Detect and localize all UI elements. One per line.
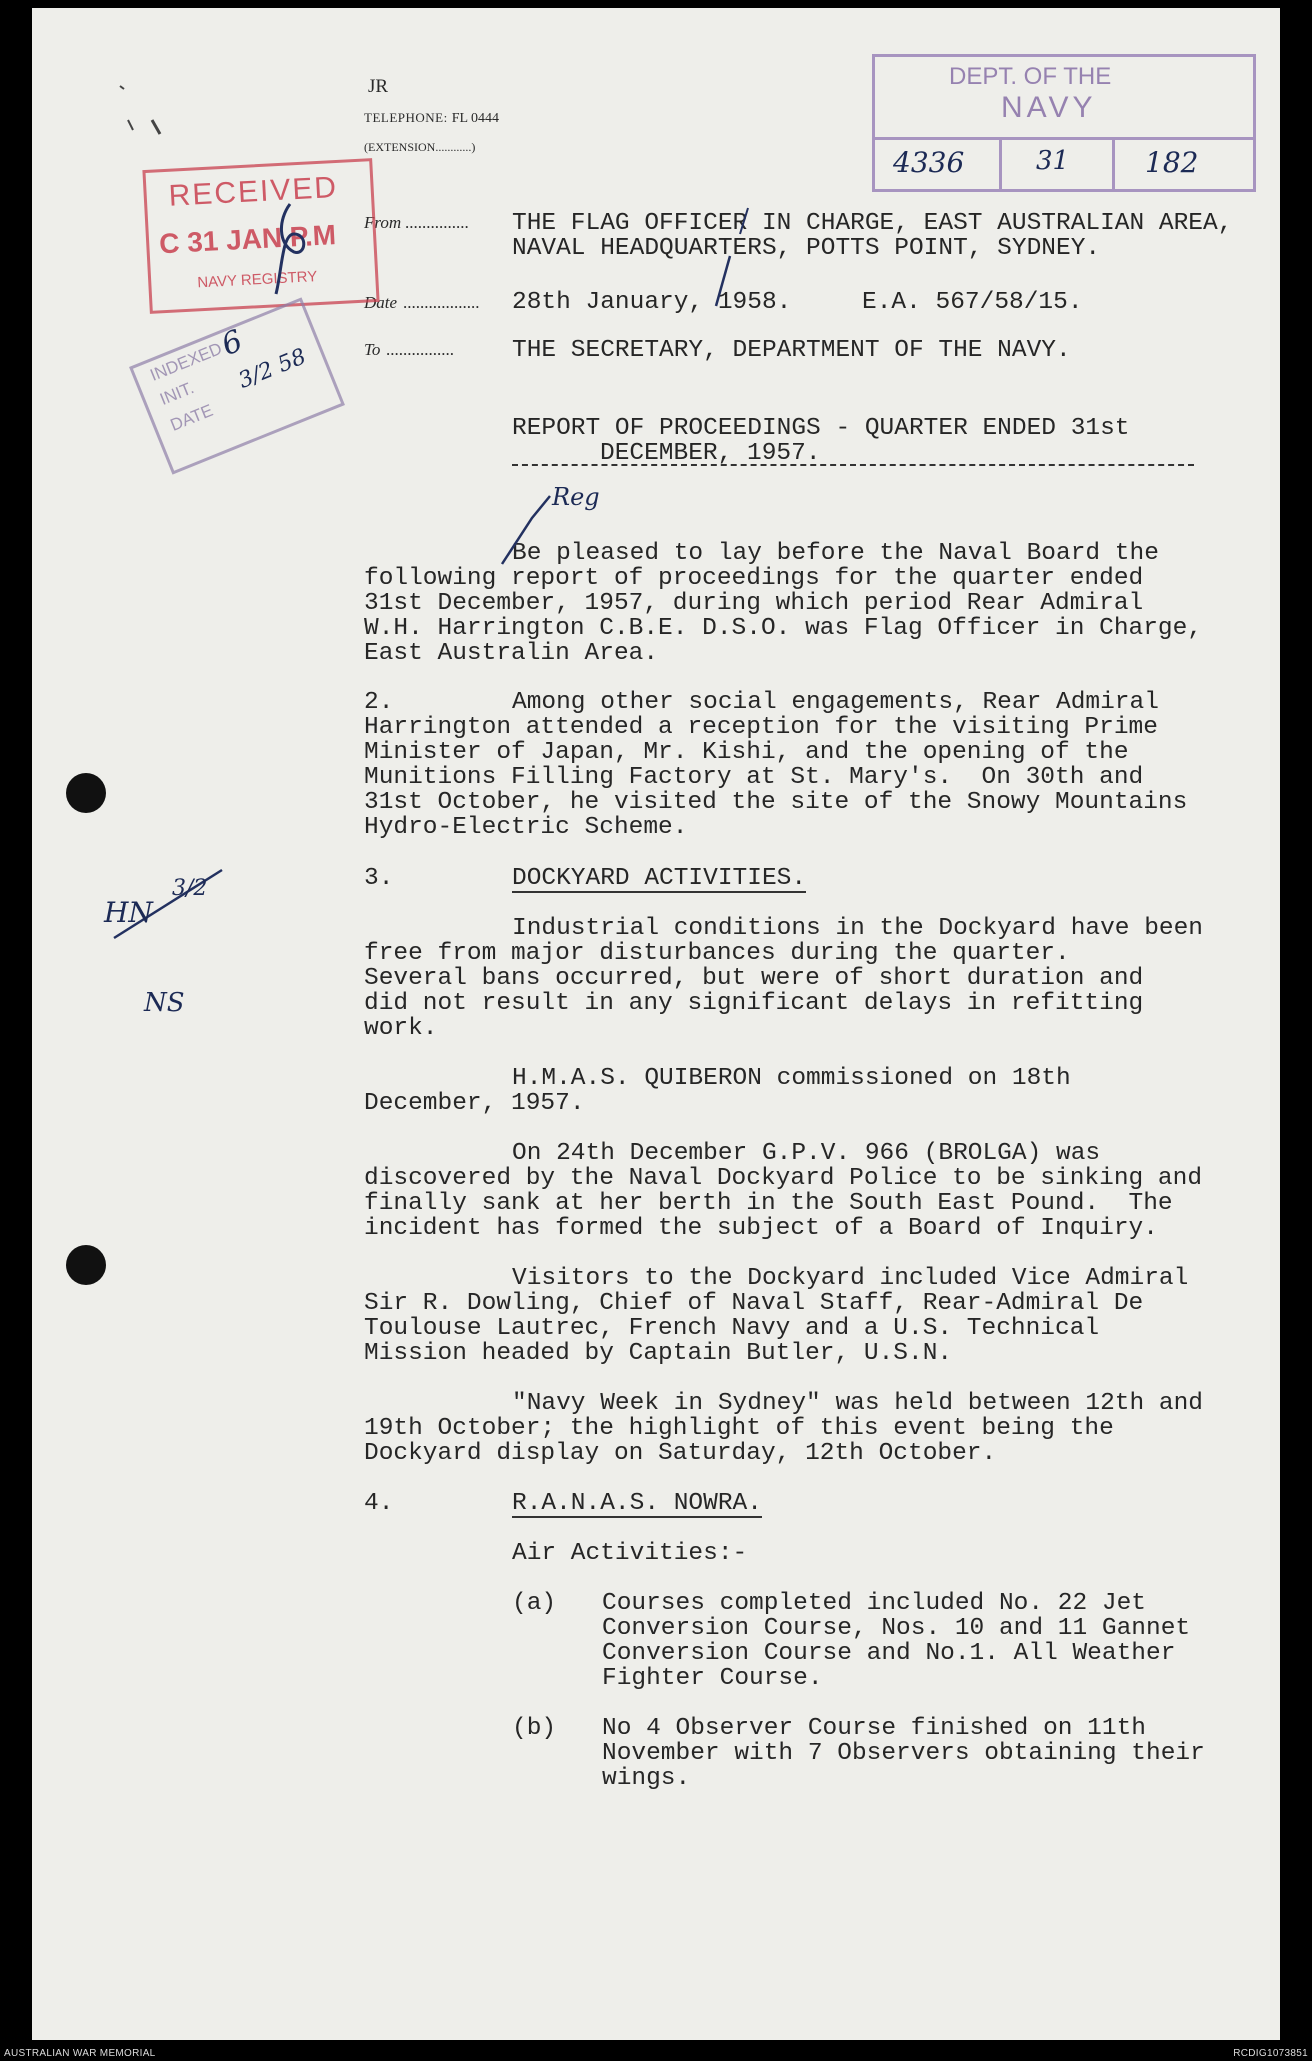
p1-line: W.H. Harrington C.B.E. D.S.O. was Flag Officer in Charge, — [364, 615, 1203, 642]
s3p5-line: 19th October; the highlight of this event being the — [364, 1415, 1114, 1442]
indexed-hand-initials: 6 — [216, 323, 248, 363]
p2-line: Munitions Filling Factory at St. Mary's. On 30th and — [364, 764, 1144, 791]
document-page — [32, 8, 1280, 2040]
s3p3-line: On 24th December G.P.V. 966 (BROLGA) was — [512, 1140, 1101, 1167]
item-b-line: November with 7 Observers obtaining their — [602, 1740, 1205, 1767]
s3p3-line: incident has formed the subject of a Board of Inquiry. — [364, 1215, 1158, 1242]
p1-line: East Australin Area. — [364, 640, 659, 667]
item-b-label: (b) — [512, 1715, 557, 1742]
s3p4-line: Mission headed by Captain Butler, U.S.N. — [364, 1340, 953, 1367]
telephone-line — [364, 109, 499, 127]
dept-navy-cell — [1115, 140, 1253, 189]
s3p3-line: finally sank at her berth in the South East Pound. The — [364, 1190, 1173, 1217]
to-label: To — [364, 340, 381, 359]
p1-line: following report of proceedings for the quarter ended — [364, 565, 1144, 592]
section-4-heading: R.A.N.A.S. NOWRA. — [512, 1490, 762, 1517]
p2-line: Among other social engagements, Rear Admiral — [512, 689, 1159, 716]
indexed-line-3: DATE — [167, 400, 216, 435]
extension-line: (EXTENSION............) — [364, 140, 476, 154]
p2-line: Hydro-Electric Scheme. — [364, 814, 688, 841]
punch-hole-top — [66, 773, 106, 813]
indexed-line-2: INIT. — [157, 378, 197, 409]
p2-line: Harrington attended a reception for the visiting Prime — [364, 714, 1158, 741]
punch-hole-bottom — [66, 1245, 106, 1285]
telephone-number: FL 0444 — [451, 111, 500, 126]
received-date: C 31 JAN P.M — [158, 219, 337, 260]
subject-underline — [512, 464, 1194, 466]
date-dots: .................. — [403, 293, 480, 312]
footer-left: AUSTRALIAN WAR MEMORIAL — [4, 2048, 156, 2059]
to-dots: ................ — [386, 340, 454, 359]
item-a-label: (a) — [512, 1590, 557, 1617]
from-line-2: NAVAL HEADQUARTERS, POTTS POINT, SYDNEY. — [512, 235, 1101, 262]
dept-navy-line-2: NAVY — [1001, 91, 1097, 124]
p1-line: Be pleased to lay before the Naval Board the — [512, 540, 1159, 567]
indexed-stamp — [129, 297, 345, 474]
item-a-line: Conversion Course and No.1. All Weather — [602, 1640, 1176, 1667]
dept-navy-stamp — [872, 54, 1256, 192]
folio-number: 31 — [1036, 146, 1070, 176]
from-dots: ............... — [405, 213, 469, 232]
section-4-number: 4. — [364, 1490, 394, 1517]
s3p3-line: discovered by the Naval Dockyard Police to be sinking and — [364, 1165, 1203, 1192]
date-label: Date — [364, 293, 398, 312]
section-3-number: 3. — [364, 865, 394, 892]
margin-tick-2 — [128, 120, 133, 130]
paragraph-2-number: 2. — [364, 689, 394, 716]
p2-line: Minister of Japan, Mr. Kishi, and the opening of the — [364, 739, 1129, 766]
initials: JR — [368, 76, 389, 97]
page-number: 182 — [1145, 146, 1199, 179]
s3p4-line: Sir R. Dowling, Chief of Naval Staff, Rear-Admiral De — [364, 1290, 1144, 1317]
margin-tick-3 — [152, 120, 160, 134]
dept-navy-cell — [875, 140, 1002, 189]
s3p2-line: H.M.A.S. QUIBERON commissioned on 18th — [512, 1065, 1071, 1092]
margin-hn: HN — [104, 896, 153, 929]
dept-navy-grid — [875, 137, 1253, 189]
subject-line-2: DECEMBER, 1957. — [600, 440, 821, 467]
s3p2-line: December, 1957. — [364, 1090, 585, 1117]
section-4-subheading: Air Activities:- — [512, 1540, 748, 1567]
item-a-line: Fighter Course. — [602, 1665, 823, 1692]
dept-navy-cell — [1002, 140, 1115, 189]
item-a-line: Conversion Course, Nos. 10 and 11 Gannet — [602, 1615, 1191, 1642]
margin-tick-1 — [120, 86, 124, 89]
s3p1-line: did not result in any significant delays in refitting — [364, 990, 1144, 1017]
indexed-line-1: INDEXED — [147, 338, 225, 385]
s3p1-line: Several bans occurred, but were of short duration and — [364, 965, 1144, 992]
received-registry: NAVY REGISTRY — [196, 268, 318, 292]
to-value: THE SECRETARY, DEPARTMENT OF THE NAVY. — [512, 337, 1071, 364]
p2-line: 31st October, he visited the site of the Snowy Mountains — [364, 789, 1188, 816]
margin-fraction: 3/2 — [172, 876, 208, 901]
p1-line: 31st December, 1957, during which period Rear Admiral — [364, 590, 1144, 617]
footer-right: RCDIG1073851 — [1233, 2048, 1308, 2059]
subject-line-1: REPORT OF PROCEEDINGS - QUARTER ENDED 31st — [512, 415, 1130, 442]
file-number: 4336 — [893, 146, 965, 179]
s3p5-line: Dockyard display on Saturday, 12th October. — [364, 1440, 997, 1467]
s3p1-line: Industrial conditions in the Dockyard have been — [512, 915, 1204, 942]
item-a-line: Courses completed included No. 22 Jet — [602, 1590, 1146, 1617]
received-title: RECEIVED — [167, 170, 339, 213]
dept-navy-line-1: DEPT. OF THE — [949, 63, 1112, 90]
item-b-line: No 4 Observer Course finished on 11th — [602, 1715, 1146, 1742]
telephone-label: TELEPHONE: — [364, 110, 448, 125]
from-label: From — [364, 213, 402, 232]
reg-note: Reg — [552, 483, 600, 511]
received-stamp — [142, 158, 379, 314]
indexed-hand-date: 3/2 58 — [235, 344, 310, 394]
reference-number: E.A. 567/58/15. — [862, 289, 1083, 316]
item-b-line: wings. — [602, 1765, 691, 1792]
section-3-heading: DOCKYARD ACTIVITIES. — [512, 865, 807, 892]
s3p4-line: Toulouse Lautrec, French Navy and a U.S. Technical — [364, 1315, 1100, 1342]
margin-ns: NS — [144, 988, 185, 1018]
date-value: 28th January, 1958. — [512, 289, 792, 316]
s3p1-line: free from major disturbances during the quarter. — [364, 940, 1070, 967]
s3p4-line: Visitors to the Dockyard included Vice Admiral — [512, 1265, 1189, 1292]
s3p1-line: work. — [364, 1015, 438, 1042]
s3p5-line: "Navy Week in Sydney" was held between 12th and — [512, 1390, 1204, 1417]
from-line-1: THE FLAG OFFICER IN CHARGE, EAST AUSTRALIAN AREA, — [512, 210, 1233, 237]
